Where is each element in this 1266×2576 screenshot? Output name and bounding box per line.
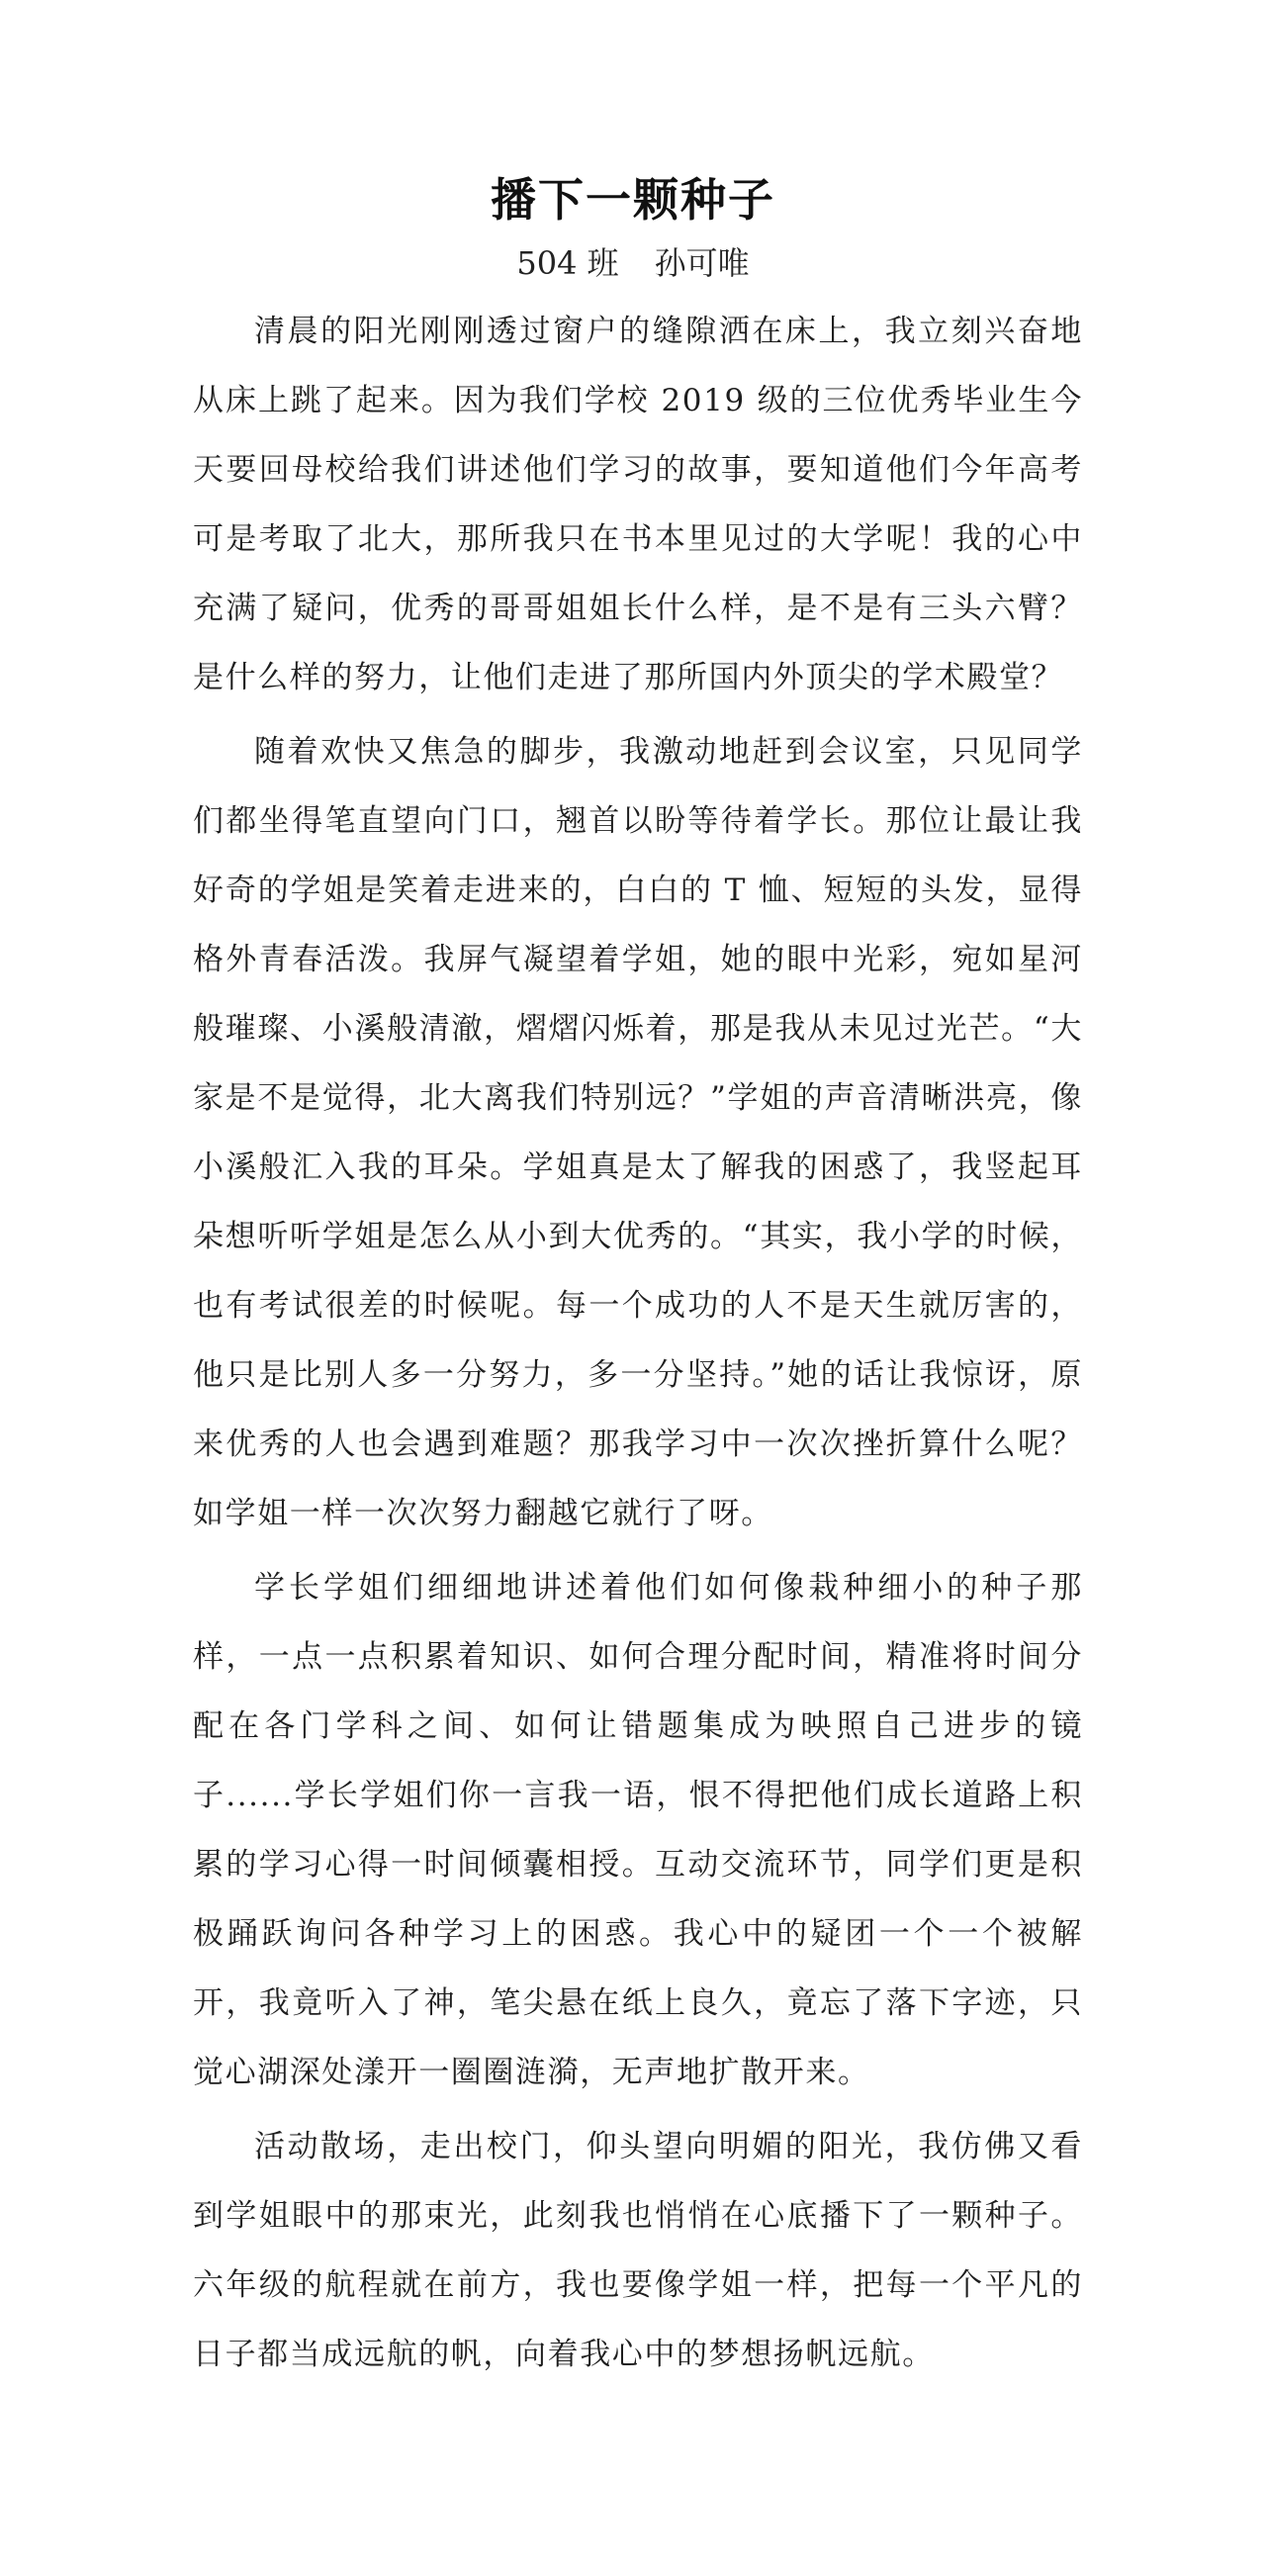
paragraph: 活动散场，走出校门，仰头望向明媚的阳光，我仿佛又看到学姐眼中的那束光，此刻我也悄悄在心底播下了一颗种子。六年级的航程就在前方，我也要像学姐一样，把每一个平凡的日子都当成远航的帆，向着我心中的梦想扬帆远航。 <box>193 2129 1083 2372</box>
class-name: 504 班 <box>516 244 619 282</box>
paragraph: 学长学姐们细细地讲述着他们如何像栽种细小的种子那样，一点一点积累着知识、如何合理分配时间，精准将时间分配在各门学科之间、如何让错题集成为映照自己进步的镜子......学长学姐们你一言我一语，恨不得把他们成长道路上积累的学习心得一时间倾囊相授。互动交流环节，同学们更是积极踊跃询问各种学习上的困惑。我心中的疑团一个一个被解开，我竟听入了神，笔尖悬在纸上良久，竟忘了落下字迹，只觉心湖深处漾开一圈圈涟漪，无声地扩散开来。 <box>193 1570 1083 2090</box>
paragraph: 清晨的阳光刚刚透过窗户的缝隙洒在床上，我立刻兴奋地从床上跳了起来。因为我们学校 2019 级的三位优秀毕业生今天要回母校给我们讲述他们学习的故事，要知道他们今年高考可是考取了北大，那所我只在书本里见过的大学呢！我的心中充满了疑问，优秀的哥哥姐姐长什么样，是不是有三头六臂？是什么样的努力，让他们走进了那所国内外顶尖的学术殿堂？ <box>193 314 1083 695</box>
byline <box>0 244 1266 282</box>
essay-title: 播下一颗种子 <box>491 172 775 227</box>
essay-body <box>193 297 1083 2389</box>
author-name: 孙可唯 <box>654 244 750 282</box>
paragraph: 随着欢快又焦急的脚步，我激动地赶到会议室，只见同学们都坐得笔直望向门口，翘首以盼等待着学长。那位让最让我好奇的学姐是笑着走进来的，白白的 T 恤、短短的头发，显得格外青春活泼。我屏气凝望着学姐，她的眼中光彩，宛如星河般璀璨、小溪般清澈，熠熠闪烁着，那是我从未见过光芒。“大家是不是觉得，北大离我们特别远？”学姐的声音清晰洪亮，像小溪般汇入我的耳朵。学姐真是太了解我的困惑了，我竖起耳朵想听听学姐是怎么从小到大优秀的。“其实，我小学的时候，也有考试很差的时候呢。每一个成功的人不是天生就厉害的，他只是比别人多一分努力，多一分坚持。”她的话让我惊讶，原来优秀的人也会遇到难题？那我学习中一次次挫折算什么呢？如学姐一样一次次努力翻越它就行了呀。 <box>193 734 1083 1531</box>
